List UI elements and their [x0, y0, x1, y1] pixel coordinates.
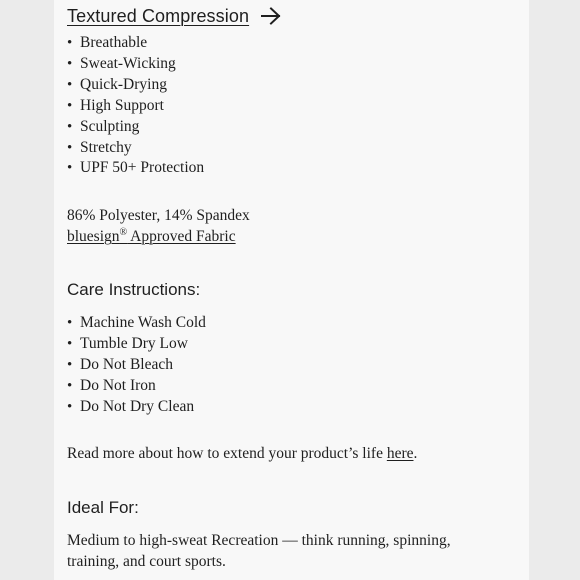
bullet: • — [67, 55, 73, 72]
list-item: • Sweat-Wicking — [67, 54, 204, 75]
ideal-for-text: Medium to high-sweat Recreation — think running, spinning, training, and court sports. — [67, 532, 451, 570]
care-here-link[interactable]: here — [386, 445, 414, 462]
care-instructions-heading: Care Instructions: — [67, 280, 201, 299]
bullet: • — [67, 356, 73, 373]
bullet: • — [67, 76, 73, 93]
bluesign-line — [67, 226, 236, 247]
bullet: • — [67, 139, 73, 156]
read-more-text: Read more about how to extend your product’s life here. — [67, 445, 418, 462]
bullet: • — [67, 377, 73, 394]
feature-list — [67, 33, 204, 179]
list-item: • Do Not Dry Clean — [67, 397, 206, 418]
product-details-panel — [54, 0, 529, 580]
arrow-right-icon — [261, 7, 281, 25]
list-item: • UPF 50+ Protection — [67, 158, 204, 179]
bullet: • — [67, 160, 73, 177]
bullet: • — [67, 335, 73, 352]
list-item: • Stretchy — [67, 138, 204, 159]
list-item: • Sculpting — [67, 117, 204, 138]
bullet: • — [67, 118, 73, 135]
fabric-composition: 86% Polyester, 14% Spandex — [67, 207, 250, 224]
textured-compression-link[interactable] — [67, 5, 281, 27]
list-item: • High Support — [67, 96, 204, 117]
bullet: • — [67, 97, 73, 114]
bullet: • — [67, 398, 73, 415]
section-title: Textured Compression — [67, 6, 250, 26]
list-item: • Tumble Dry Low — [67, 334, 206, 355]
care-instructions-list — [67, 313, 206, 418]
list-item: • Do Not Iron — [67, 376, 206, 397]
ideal-for-heading: Ideal For: — [67, 498, 139, 517]
list-item: • Machine Wash Cold — [67, 313, 206, 334]
bullet: • — [67, 35, 73, 51]
list-item: • Breathable — [67, 33, 204, 54]
registered-mark: ® — [119, 226, 128, 238]
bluesign-approved-link[interactable]: bluesign® Approved Fabric — [67, 226, 236, 245]
bullet: • — [67, 315, 73, 331]
list-item: • Do Not Bleach — [67, 355, 206, 376]
list-item: • Quick-Drying — [67, 75, 204, 96]
